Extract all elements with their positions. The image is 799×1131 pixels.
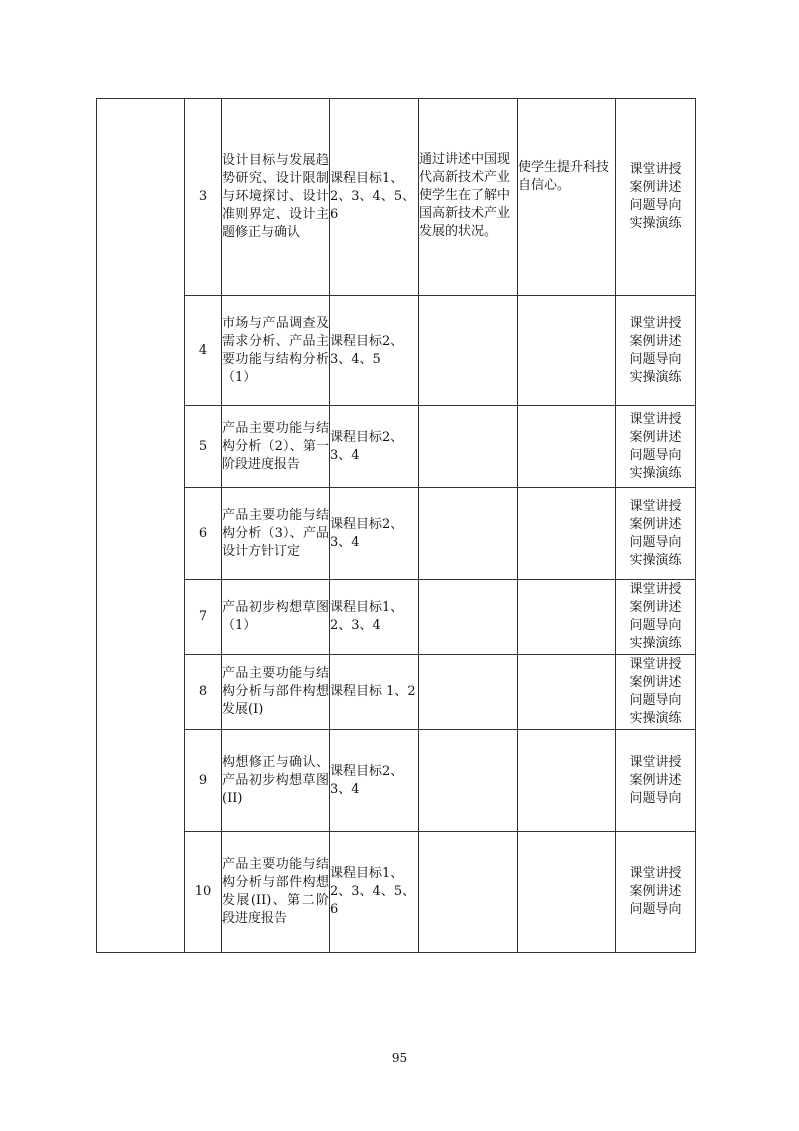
method-cell: [616, 99, 696, 296]
ideology-effect-cell: [518, 655, 616, 730]
ideology-effect-cell: [518, 730, 616, 832]
week-number: 7: [185, 580, 222, 655]
method-item: 问题导向: [629, 534, 682, 550]
method-item: 问题导向: [629, 198, 682, 213]
method-item: 实操演练: [629, 216, 682, 231]
method-item: 课堂讲授: [629, 657, 682, 672]
table-row: [97, 406, 696, 488]
method-item: 课堂讲授: [629, 866, 682, 881]
method-item: 案例讲述: [629, 675, 682, 690]
method-item: 实操演练: [629, 711, 682, 726]
table-row: [97, 296, 696, 406]
ideology-effect-cell: [518, 406, 616, 488]
table-row: [97, 832, 696, 953]
ideology-content-cell: [419, 488, 518, 580]
week-number: 3: [185, 99, 222, 296]
week-number: 5: [185, 406, 222, 488]
method-cell: [616, 580, 696, 655]
goal-cell: 课程目标1、2、3、4: [330, 580, 419, 655]
table-row: [97, 580, 696, 655]
method-item: 案例讲述: [629, 180, 682, 195]
ideology-content-cell: [419, 580, 518, 655]
method-item: 实操演练: [629, 552, 682, 568]
method-item: 课堂讲授: [629, 315, 682, 331]
ideology-content-cell: [419, 406, 518, 488]
table-row: [97, 488, 696, 580]
schedule-table: [96, 98, 696, 953]
topic-cell: 产品初步构想草图（1）: [222, 580, 330, 655]
ideology-content-cell: [419, 655, 518, 730]
topic-cell: 产品主要功能与结构分析（2）、第一阶段进度报告: [222, 406, 330, 488]
ideology-effect-cell: [518, 488, 616, 580]
goal-cell: 课程目标1、2、3、4、5、6: [330, 832, 419, 953]
method-item: 课堂讲授: [629, 754, 682, 770]
ideology-content-cell: [419, 296, 518, 406]
table-row: [97, 730, 696, 832]
topic-cell: 市场与产品调查及需求分析、产品主要功能与结构分析（1）: [222, 296, 330, 406]
method-item: 案例讲述: [629, 516, 682, 532]
method-cell: [616, 655, 696, 730]
method-item: 问题导向: [629, 447, 682, 463]
method-item: 问题导向: [629, 790, 682, 806]
method-item: 实操演练: [629, 465, 682, 481]
table-row: [97, 655, 696, 730]
week-number: 4: [185, 296, 222, 406]
method-item: 案例讲述: [629, 884, 682, 899]
method-cell: [616, 406, 696, 488]
method-cell: [616, 296, 696, 406]
method-item: 案例讲述: [629, 429, 682, 445]
ideology-content-cell: [419, 730, 518, 832]
ideology-content-cell: [419, 832, 518, 953]
method-item: 实操演练: [629, 636, 682, 651]
method-item: 课堂讲授: [629, 162, 682, 177]
method-item: 问题导向: [629, 351, 682, 367]
method-item: 问题导向: [629, 693, 682, 708]
ideology-effect-cell: [518, 832, 616, 953]
topic-cell: 产品主要功能与结构分析（3）、产品设计方针订定: [222, 488, 330, 580]
week-number: 8: [185, 655, 222, 730]
goal-cell: 课程目标 1、2: [330, 655, 419, 730]
method-item: 案例讲述: [629, 333, 682, 349]
goal-cell: 课程目标2、3、4: [330, 406, 419, 488]
page-number: 95: [391, 1051, 408, 1065]
goal-cell: 课程目标2、3、4、5: [330, 296, 419, 406]
topic-cell: 设计目标与发展趋势研究、设计限制与环境探讨、设计准则界定、设计主题修正与确认: [222, 99, 330, 296]
goal-cell: 课程目标1、2、3、4、5、6: [330, 99, 419, 296]
method-cell: [616, 730, 696, 832]
goal-cell: 课程目标2、3、4: [330, 488, 419, 580]
method-cell: [616, 488, 696, 580]
table-row: [97, 99, 696, 296]
ideology-effect-cell: [518, 296, 616, 406]
method-item: 实操演练: [629, 369, 682, 385]
method-item: 课堂讲授: [629, 411, 682, 427]
method-item: 问题导向: [629, 902, 682, 917]
week-number: 10: [185, 832, 222, 953]
goal-cell: 课程目标2、3、4: [330, 730, 419, 832]
method-item: 问题导向: [629, 618, 682, 633]
topic-cell: 产品主要功能与结构分析与部件构想发展(II)、第二阶段进度报告: [222, 832, 330, 953]
method-item: 案例讲述: [629, 772, 682, 788]
topic-cell: 产品主要功能与结构分析与部件构想发展(I): [222, 655, 330, 730]
method-item: 案例讲述: [629, 600, 682, 615]
ideology-effect-cell: [518, 580, 616, 655]
week-number: 9: [185, 730, 222, 832]
merged-blank-cell: [97, 99, 185, 953]
ideology-effect-cell: 使学生提升科技自信心。: [518, 99, 616, 296]
method-item: 课堂讲授: [629, 498, 682, 514]
method-item: 课堂讲授: [629, 582, 682, 597]
week-number: 6: [185, 488, 222, 580]
method-cell: [616, 832, 696, 953]
ideology-content-cell: 通过讲述中国现代高新技术产业使学生在了解中国高新技术产业发展的状况。: [419, 99, 518, 296]
topic-cell: 构想修正与确认、产品初步构想草图(II): [222, 730, 330, 832]
